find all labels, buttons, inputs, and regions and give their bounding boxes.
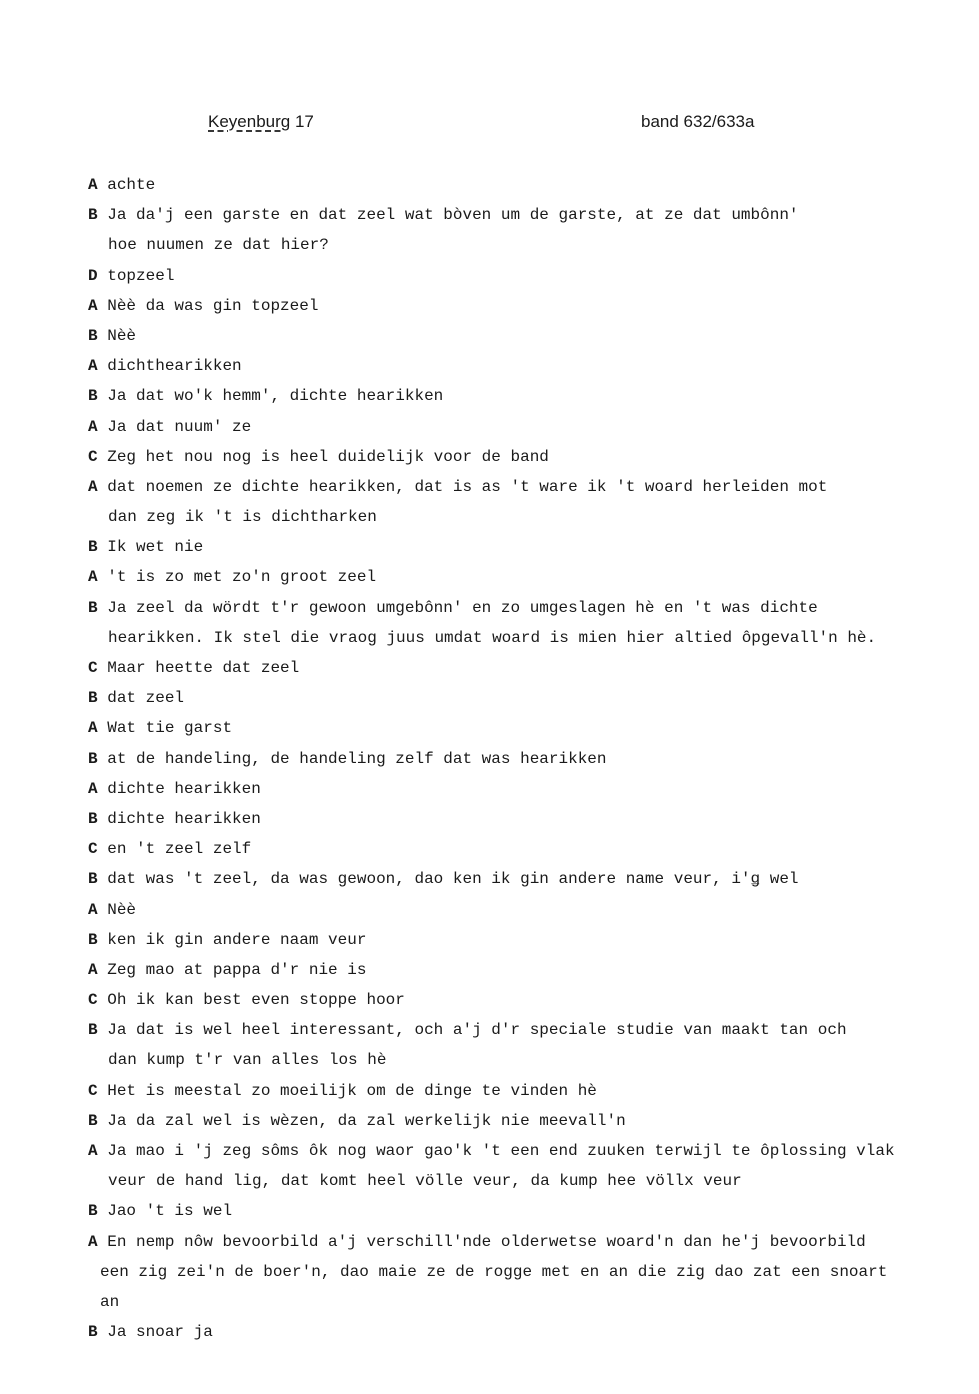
speaker-label: A	[88, 357, 98, 376]
speaker-label: B	[88, 326, 98, 345]
utterance-text: Ja dat nuum' ze	[107, 417, 252, 436]
utterance-text: Ja dat is wel heel interessant, och a'j d'r speciale studie van maakt tan och	[107, 1021, 847, 1040]
speaker-label: B	[88, 1111, 98, 1130]
utterance-text: en 't zeel zelf	[107, 840, 252, 859]
utterance-text: Ja dat wo'k hemm', dichte hearikken	[107, 387, 444, 406]
transcript-line	[88, 321, 948, 351]
speaker-label: A	[88, 477, 98, 496]
utterance-text: Nèè	[107, 900, 137, 919]
speaker-label: B	[88, 598, 98, 617]
speaker-label: A	[88, 900, 98, 919]
transcript-line	[88, 593, 948, 623]
transcript-line	[88, 683, 948, 713]
speaker-label: C	[88, 659, 98, 677]
speaker-label: A	[88, 779, 98, 798]
utterance-text: dichte hearikken	[107, 809, 261, 828]
utterance-text: an	[100, 1292, 120, 1311]
transcript-line	[88, 774, 948, 804]
document-title	[208, 112, 314, 132]
speaker-label: A	[88, 176, 98, 194]
utterance-text: Jao 't is wel	[107, 1202, 233, 1221]
utterance-text: Zeg mao at pappa d'r nie is	[107, 960, 367, 979]
transcript-line	[88, 864, 948, 894]
transcript-line	[88, 170, 948, 200]
speaker-label: B	[88, 749, 98, 768]
transcript-line	[88, 261, 948, 291]
utterance-text: dan kump t'r van alles los hè	[108, 1051, 387, 1070]
utterance-text: Maar heette dat zeel	[107, 659, 300, 677]
utterance-text: hoe nuumen ze dat hier?	[108, 236, 329, 255]
utterance-text: Ja da'j een garste en dat zeel wat bòven um de garste, at ze dat umbônn'	[107, 206, 799, 225]
transcript-line	[88, 955, 948, 985]
speaker-label: A	[88, 296, 98, 315]
transcript-line	[88, 834, 948, 864]
transcript-line	[88, 1257, 948, 1287]
transcript-line	[88, 502, 948, 532]
transcript-line	[88, 381, 948, 411]
transcript-body	[88, 170, 948, 1347]
transcript-line	[88, 1317, 948, 1347]
transcript-line	[88, 1076, 948, 1106]
speaker-label: C	[88, 991, 98, 1010]
transcript-line	[88, 412, 948, 442]
speaker-label: B	[88, 206, 98, 225]
transcript-line	[88, 1287, 948, 1317]
page-header	[208, 112, 939, 138]
transcript-line	[88, 442, 948, 472]
utterance-text: ken ik gin andere naam veur	[107, 930, 367, 949]
utterance-text: dat noemen ze dichte hearikken, dat is as 't ware ik 't woard herleiden mot	[107, 477, 828, 496]
transcript-line	[88, 562, 948, 592]
transcript-line	[88, 623, 948, 653]
utterance-text: Ja mao i 'j zeg sôms ôk nog waor gao'k 't een end zuuken terwijl te ôplossing vlak	[107, 1142, 895, 1160]
utterance-text: dichte hearikken	[107, 779, 261, 798]
utterance-text: 't is zo met zo'n groot zeel	[107, 568, 377, 587]
transcript-line	[88, 713, 948, 743]
transcript-line	[88, 351, 948, 381]
speaker-label: D	[88, 266, 98, 285]
transcript-line	[88, 925, 948, 955]
band-reference: band 632/633a	[641, 112, 755, 131]
transcript-line	[88, 1136, 948, 1166]
speaker-label: A	[88, 1142, 98, 1160]
utterance-text: En nemp nôw bevoorbild a'j verschill'nde olderwetse woard'n dan he'j bevoorbild	[107, 1232, 866, 1251]
transcript-line	[88, 653, 948, 683]
transcript-line	[88, 804, 948, 834]
transcript-line	[88, 1045, 948, 1075]
utterance-text: dichthearikken	[107, 357, 242, 376]
utterance-text: Ja da zal wel is wèzen, da zal werkelijk nie meevall'n	[107, 1111, 626, 1130]
utterance-text: dat was 't zeel, da was gewoon, dao ken ik gin andere name veur, i'ǥ wel	[107, 870, 799, 889]
transcript-line	[88, 532, 948, 562]
speaker-label: B	[88, 809, 98, 828]
speaker-label: C	[88, 840, 98, 859]
speaker-label: B	[88, 538, 98, 557]
transcript-line	[88, 1015, 948, 1045]
utterance-text: Oh ik kan best even stoppe hoor	[107, 991, 405, 1010]
utterance-text: Nèè da was gin topzeel	[107, 296, 319, 315]
utterance-text: Het is meestal zo moeilijk om de dinge te vinden hè	[107, 1081, 597, 1100]
speaker-label: B	[88, 1323, 98, 1342]
utterance-text: dan zeg ik 't is dichtharken	[108, 508, 377, 527]
speaker-label: B	[88, 1202, 98, 1221]
speaker-label: B	[88, 1021, 98, 1040]
speaker-label: A	[88, 417, 98, 436]
speaker-label: B	[88, 870, 98, 889]
utterance-text: Wat tie garst	[107, 719, 233, 738]
utterance-text: achte	[107, 176, 156, 194]
utterance-text: veur de hand lig, dat komt heel völle veur, da kump hee völlx veur	[108, 1172, 742, 1191]
utterance-text: Ja zeel da wördt t'r gewoon umgebônn' en zo umgeslagen hè en 't was dichte	[107, 598, 818, 617]
utterance-text: Ja snoar ja	[107, 1323, 213, 1342]
speaker-label: A	[88, 960, 98, 979]
transcript-line	[88, 200, 948, 230]
speaker-label: B	[88, 689, 98, 708]
place-name: Keyenburg	[208, 112, 291, 131]
transcript-line	[88, 744, 948, 774]
transcript-line	[88, 472, 948, 502]
utterance-text: Zeg het nou nog is heel duidelijk voor de band	[107, 447, 549, 466]
utterance-text: dat zeel	[107, 689, 185, 708]
utterance-text: Nèè	[107, 326, 137, 345]
utterance-text: hearikken. Ik stel die vraog juus umdat woard is mien hier altied ôpgevall'n hè.	[108, 628, 877, 647]
utterance-text: topzeel	[107, 266, 175, 285]
transcript-line	[88, 1166, 948, 1196]
speaker-label: A	[88, 719, 98, 738]
transcript-line	[88, 291, 948, 321]
document-number: 17	[294, 112, 314, 131]
utterance-text: at de handeling, de handeling zelf dat was hearikken	[107, 749, 607, 768]
speaker-label: C	[88, 1081, 98, 1100]
transcript-line	[88, 230, 948, 260]
utterance-text: Ik wet nie	[107, 538, 204, 557]
speaker-label: B	[88, 930, 98, 949]
transcript-line	[88, 1227, 948, 1257]
transcript-line	[88, 985, 948, 1015]
utterance-text: een zig zei'n de boer'n, dao maie ze de rogge met en an die zig dao zat een snoart	[100, 1262, 888, 1281]
speaker-label: A	[88, 1232, 98, 1251]
transcript-line	[88, 895, 948, 925]
transcript-line	[88, 1106, 948, 1136]
speaker-label: B	[88, 387, 98, 406]
speaker-label: A	[88, 568, 98, 587]
transcript-line	[88, 1196, 948, 1226]
speaker-label: C	[88, 447, 98, 466]
